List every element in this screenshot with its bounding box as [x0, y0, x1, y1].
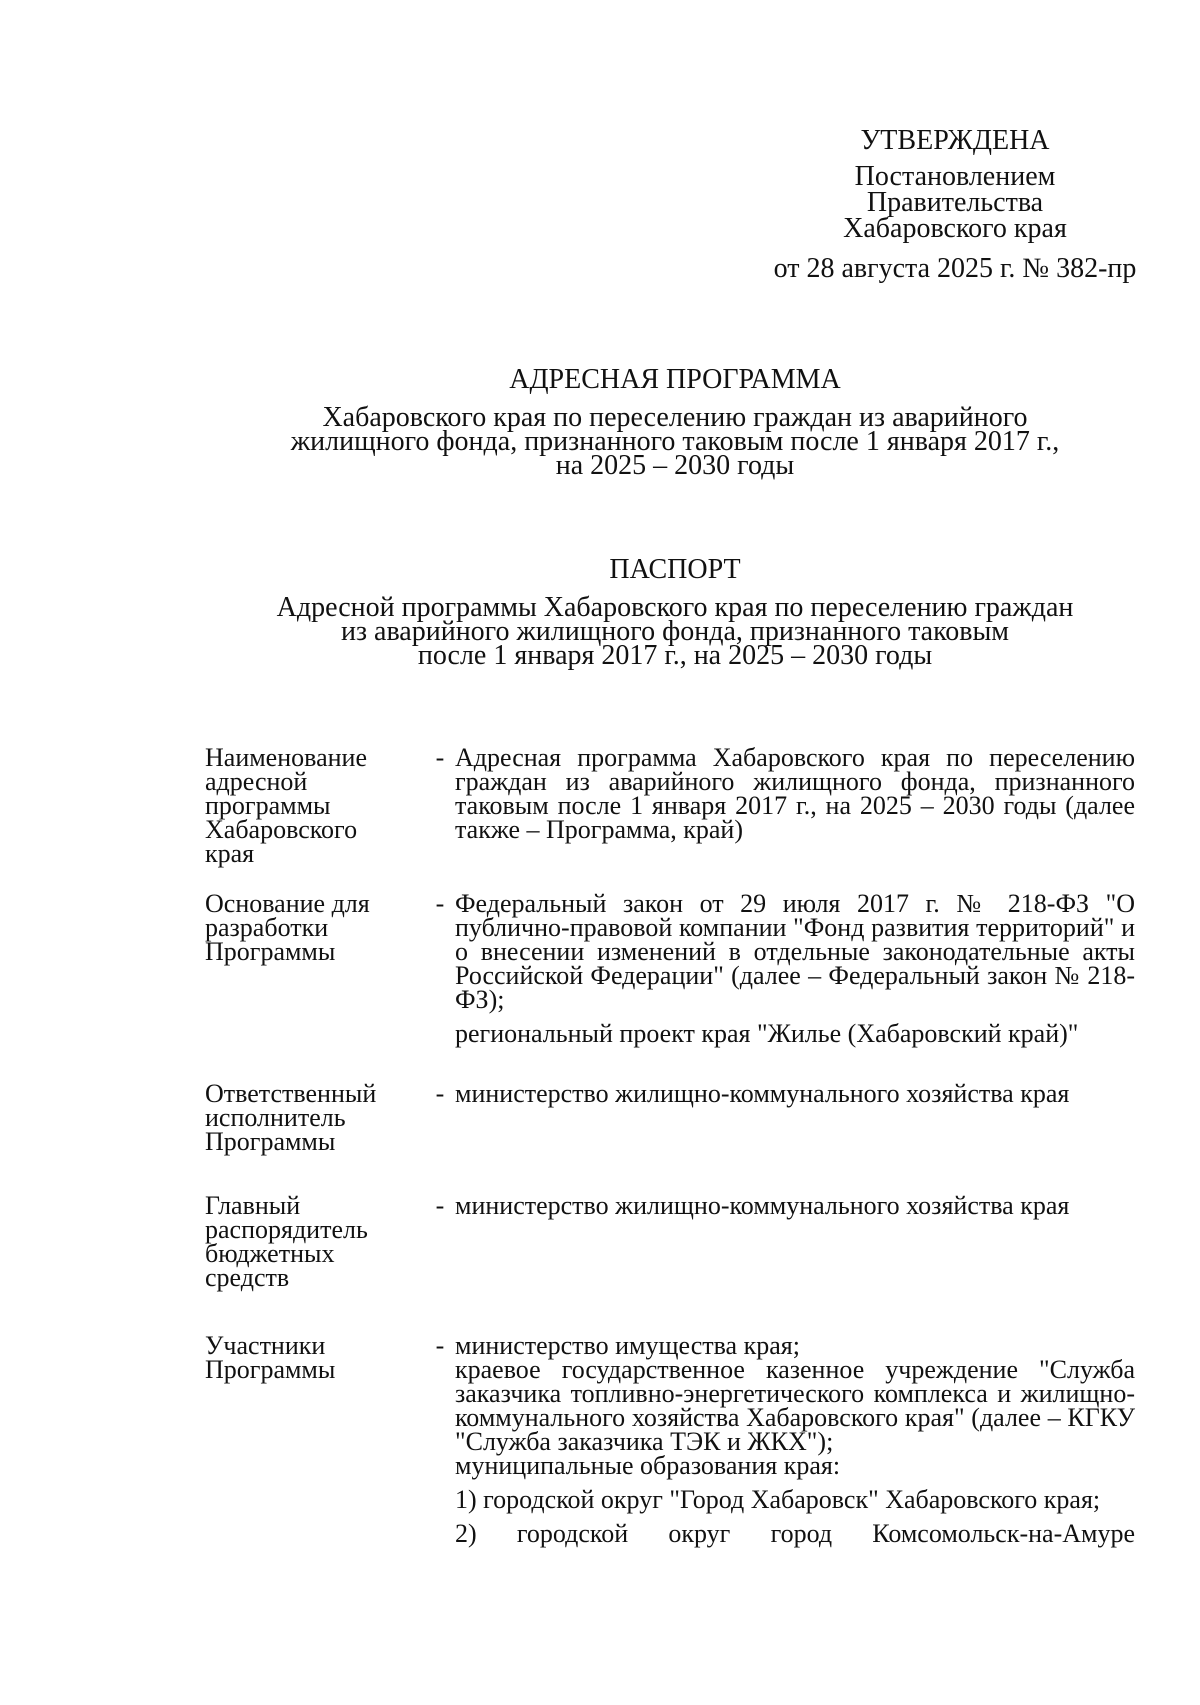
row-value	[455, 889, 1135, 1056]
value-paragraph: 2) городской округ город Комсомольск-на-Амуре	[455, 1519, 1135, 1548]
label-line: распорядитель	[205, 1215, 368, 1244]
label-line: Участники	[205, 1331, 326, 1360]
row-value	[455, 1079, 1135, 1154]
value-paragraph: министерство жилищно-коммунального хозяйства края	[455, 1079, 1070, 1108]
passport-subtitle-line: после 1 января 2017 г., на 2025 – 2030 годы	[417, 640, 933, 671]
label-line: разработки	[205, 913, 329, 942]
value-paragraph: 1) городской округ "Город Хабаровск" Хабаровского края;	[455, 1485, 1101, 1514]
row-label	[205, 1191, 425, 1292]
passport-title: ПАСПОРТ	[609, 554, 741, 585]
label-line: средств	[205, 1263, 290, 1292]
passport-row-executor	[205, 1079, 1155, 1156]
row-label	[205, 1331, 425, 1556]
row-label	[205, 743, 425, 868]
row-label	[205, 889, 425, 1056]
row-dash: -	[435, 1191, 445, 1220]
passport-row-participants	[205, 1331, 1155, 1556]
row-value	[455, 743, 1135, 866]
value-paragraph: министерство жилищно-коммунального хозяйства края	[455, 1191, 1070, 1220]
label-line: программы	[205, 791, 331, 820]
program-heading	[150, 364, 1200, 481]
label-line: края	[205, 839, 255, 868]
row-dash: -	[435, 1331, 445, 1360]
passport-row-name	[205, 743, 1155, 868]
value-paragraph: Федеральный закон от 29 июля 2017 г. № 218-ФЗ "О публично-правовой компании "Фонд развития территорий" и о внесении изменений в отдельные законодательные акты Российской Федерации" (далее – Федеральный закон № 218-ФЗ);	[455, 889, 1135, 1014]
program-subtitle-line: жилищного фонда, признанного таковым после 1 января 2017 г.,	[290, 426, 1060, 457]
label-line: Основание для	[205, 889, 370, 918]
label-line: Программы	[205, 937, 336, 966]
value-paragraph: Адресная программа Хабаровского края по переселению граждан из аварийного жилищного фонда, признанного таковым после 1 января 2017 г., на 2025 – 2030 годы (далее также – Программа, край)	[455, 743, 1135, 844]
label-line: Хабаровского	[205, 815, 358, 844]
passport-table	[205, 743, 1155, 1582]
value-paragraph: краевое государственное казенное учреждение "Служба заказчика топливно-энергетического комплекса и жилищно-коммунального хозяйства Хабаровского края" (далее – КГКУ "Служба заказчика ТЭК и ЖКХ");	[455, 1355, 1135, 1456]
passport-subtitle-line: Адресной программы Хабаровского края по переселению граждан	[276, 592, 1074, 623]
program-title: АДРЕСНАЯ ПРОГРАММА	[509, 364, 841, 395]
row-dash: -	[435, 743, 445, 772]
approval-heading: УТВЕРЖДЕНА	[860, 125, 1050, 156]
value-paragraph: министерство имущества края;	[455, 1331, 800, 1360]
label-line: бюджетных	[205, 1239, 335, 1268]
approval-line: Правительства	[866, 187, 1044, 218]
label-line: Главный	[205, 1191, 301, 1220]
label-line: Программы	[205, 1355, 336, 1384]
value-paragraph: муниципальные образования края:	[455, 1451, 841, 1480]
passport-heading	[150, 554, 1200, 671]
row-value	[455, 1331, 1135, 1556]
approval-stamp	[760, 125, 1150, 284]
program-subtitle-line: Хабаровского края по переселению граждан из аварийного	[322, 402, 1028, 433]
value-paragraph: региональный проект края "Жилье (Хабаровский край)"	[455, 1019, 1079, 1048]
label-line: Ответственный	[205, 1079, 377, 1108]
passport-subtitle-line: из аварийного жилищного фонда, признанного таковым	[340, 616, 1010, 647]
approval-line: Хабаровского края	[843, 213, 1067, 244]
row-value	[455, 1191, 1135, 1290]
row-dash: -	[435, 1079, 445, 1108]
passport-row-basis	[205, 889, 1155, 1056]
label-line: Наименование	[205, 743, 367, 772]
label-line: исполнитель	[205, 1103, 346, 1132]
approval-line: Постановлением	[854, 161, 1056, 192]
label-line: адресной	[205, 767, 308, 796]
row-label	[205, 1079, 425, 1156]
row-dash: -	[435, 889, 445, 918]
label-line: Программы	[205, 1127, 336, 1156]
program-subtitle-line: на 2025 – 2030 годы	[555, 450, 795, 481]
approval-date: от 28 августа 2025 г. № 382-пр	[773, 253, 1137, 284]
passport-row-budget-manager	[205, 1191, 1155, 1292]
